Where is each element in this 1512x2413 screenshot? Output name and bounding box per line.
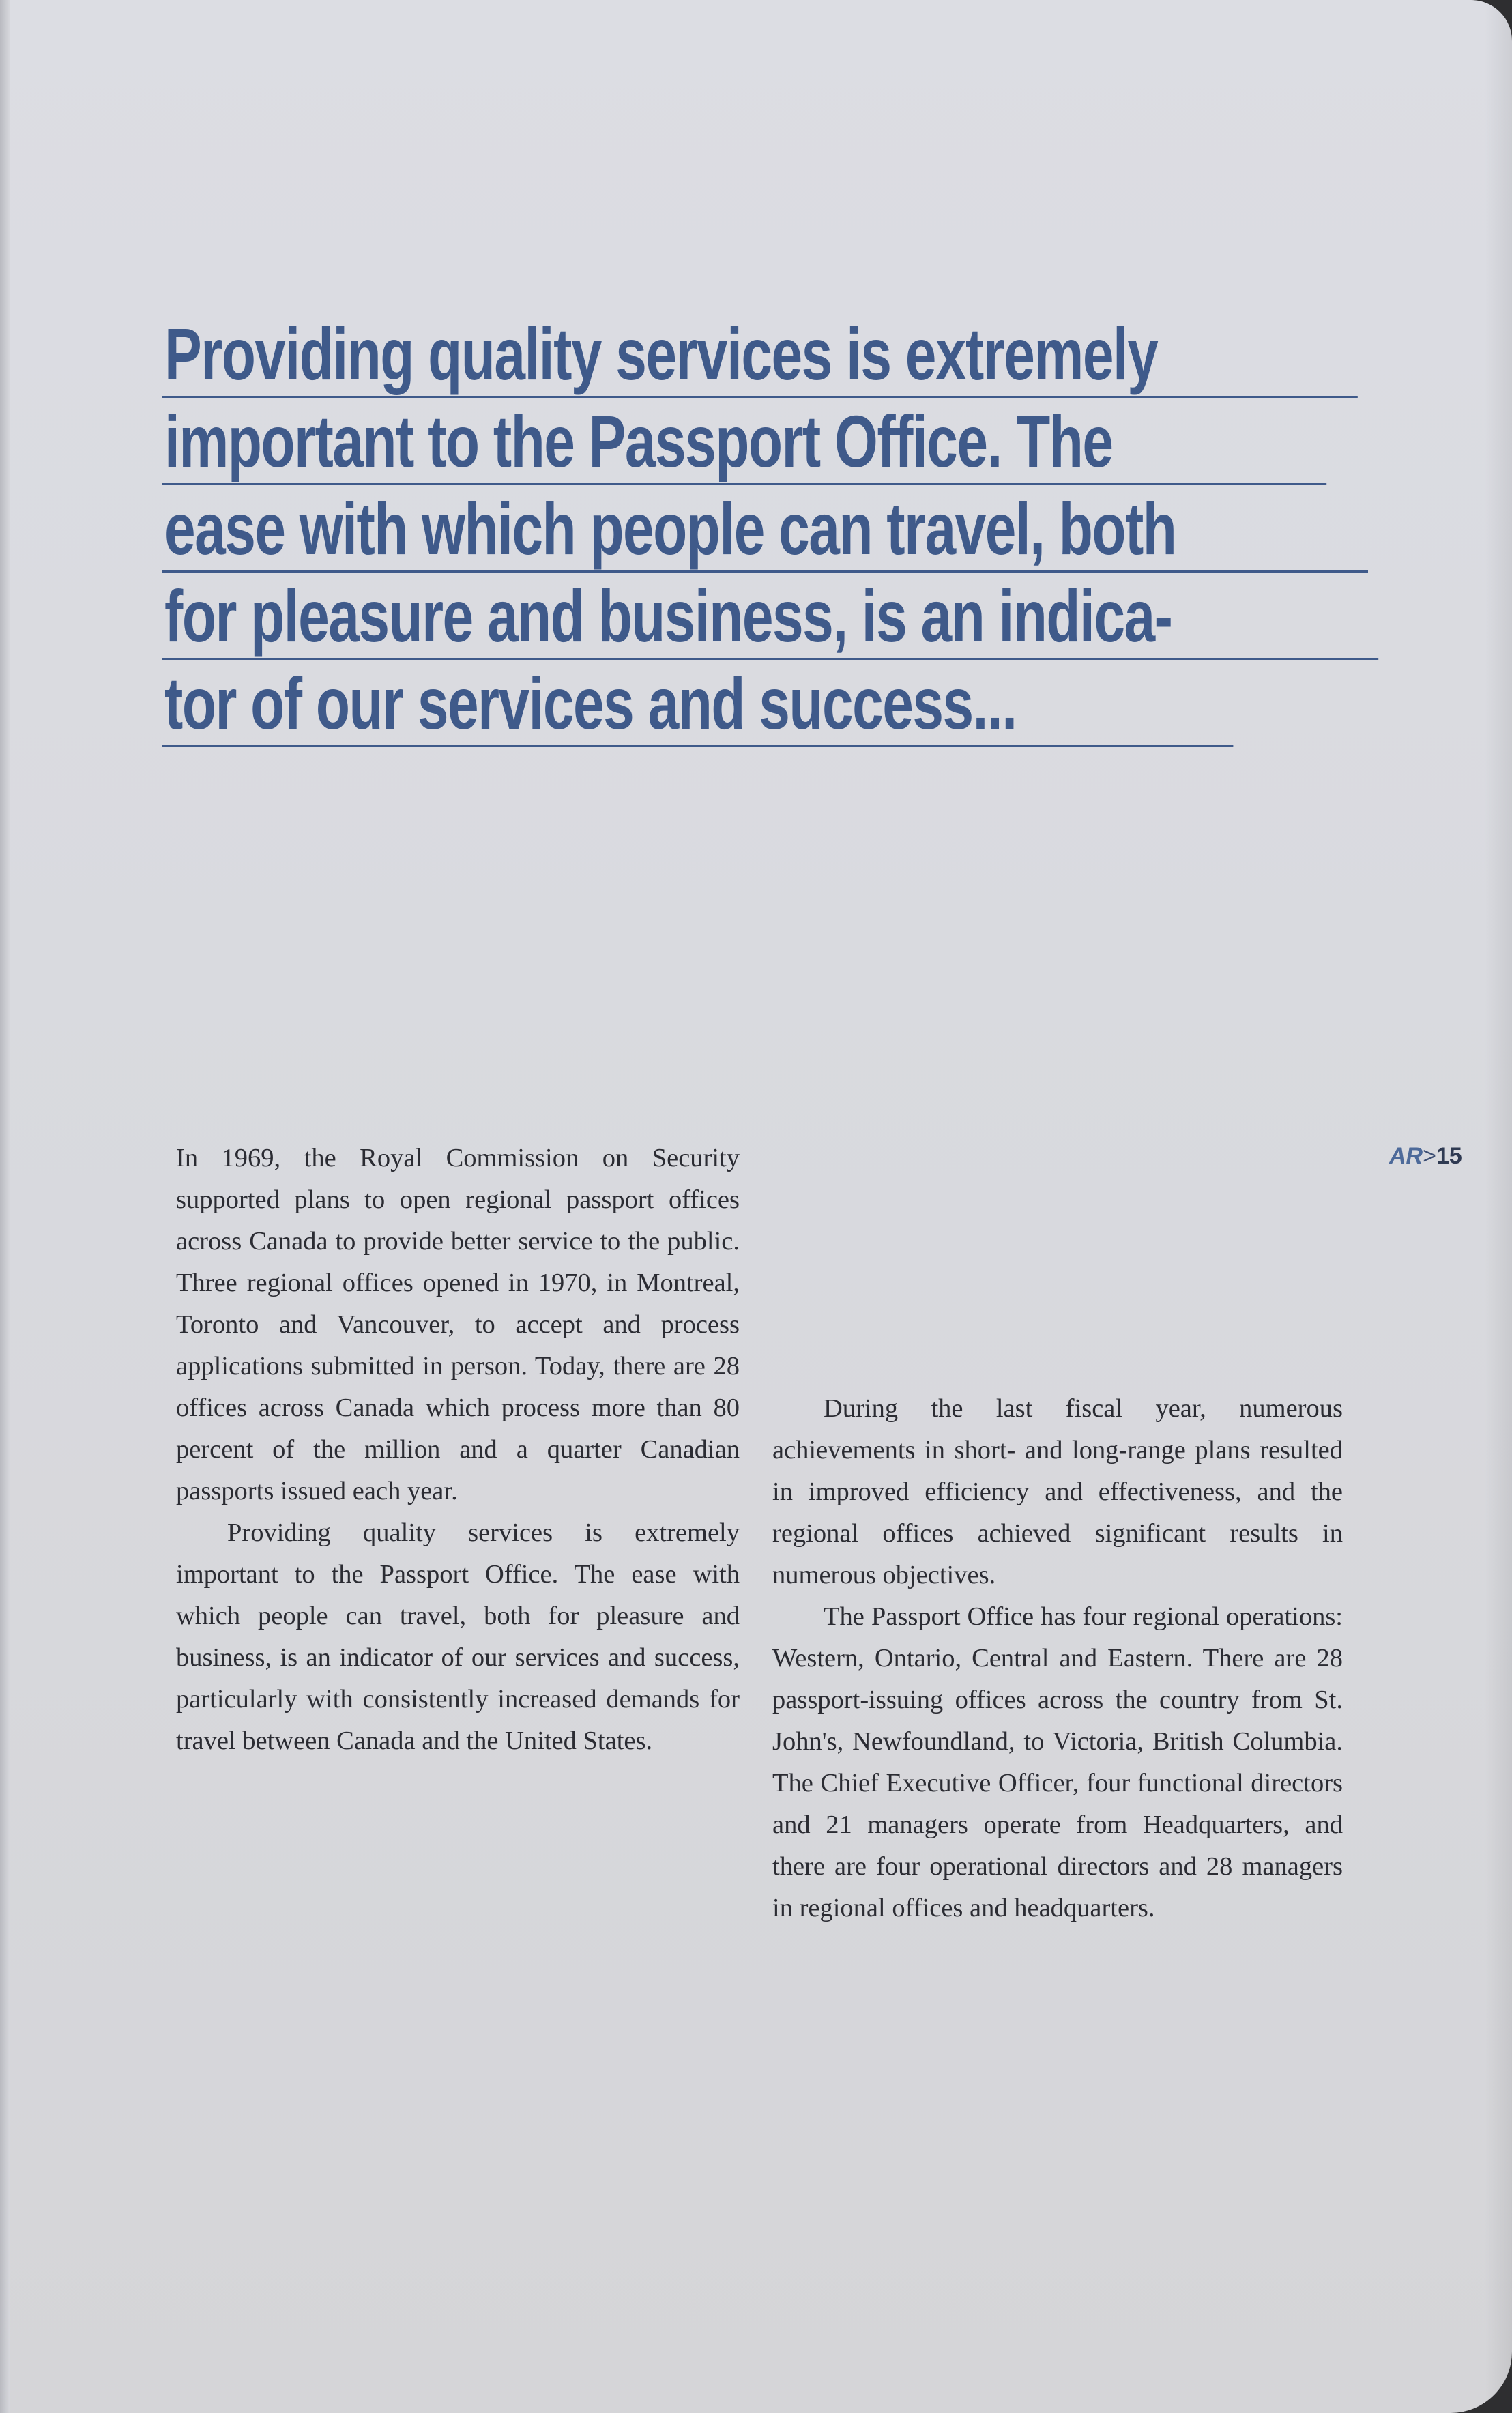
pull-quote	[162, 310, 1363, 747]
body-paragraph: During the last fiscal year, numerous achievements in short- and long-range plans resulted in improved efficiency and effectiveness, and the regional offices achieved significant results in numerous objectives.	[772, 1394, 1343, 1589]
body-paragraph: The Passport Office has four regional operations: Western, Ontario, Central and Eastern. There are 28 passport-issuing offices across the country from St. John's, Newfoundland, to Victoria, British Columbia. The Chief Executive Officer, four functional directors and 21 managers operate from Headquarters, and there are four operational directors and 28 managers in regional offices and headquarters.	[772, 1602, 1343, 1922]
body-paragraph: In 1969, the Royal Commission on Security supported plans to open regional passport offices across Canada to provide better service to the public. Three regional offices opened in 1970, in Montreal, Toronto and Vancouver, to accept and process applications submitted in person. Today, there are 28 offices across Canada which process more than 80 percent of the million and a quarter Canadian passports issued each year.	[176, 1144, 740, 1505]
page-number: 15	[1436, 1143, 1462, 1169]
page-binding-edge	[0, 0, 10, 2413]
body-paragraph: Providing quality services is extremely important to the Passport Office. The ease with which people can travel, both for pleasure and business, is an indicator of our services and success, particularly with consistently increased demands for travel between Canada and the United States.	[176, 1518, 740, 1755]
pull-quote-line: tor of our services and success...	[162, 660, 1233, 747]
page-number-marker	[1389, 1141, 1462, 1171]
pull-quote-line: Providing quality services is extremely	[162, 310, 1358, 398]
pull-quote-line: for pleasure and business, is an indica-	[162, 573, 1378, 660]
left-text-column	[176, 1138, 740, 1762]
right-text-column	[772, 1388, 1343, 1929]
page-edge-shadow	[1485, 0, 1512, 2413]
pull-quote-line: important to the Passport Office. The	[162, 398, 1326, 485]
page-marker-separator: >	[1423, 1143, 1436, 1169]
section-label: AR	[1389, 1143, 1423, 1169]
pull-quote-line: ease with which people can travel, both	[162, 485, 1368, 573]
